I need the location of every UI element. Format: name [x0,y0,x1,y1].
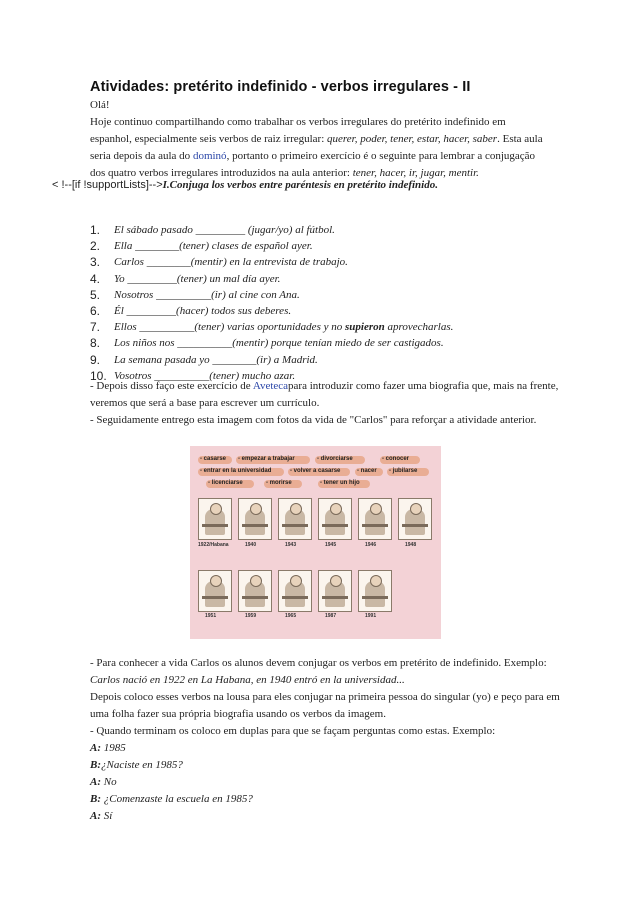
illustration-panel [318,570,352,612]
illustration-panel [198,570,232,612]
verb-label: - nacer [357,468,377,474]
aveteca-link[interactable]: Aveteca [252,380,289,392]
intro-paragraph [90,114,550,182]
pairs-paragraph: - Quando terminam os coloco em duplas para que se façam perguntas como estas. Exemplo: [90,725,496,737]
verb-label: - morirse [266,480,292,486]
aveteca-paragraph [90,378,560,412]
year-label: 1951 [205,613,217,619]
intro-verbs-2: tener, hacer, ir, jugar, mentir. [352,167,479,179]
item-number: 2. [90,239,101,254]
year-label: 1946 [365,542,377,548]
list-item [90,352,453,368]
verb-label: - empezar a trabajar [238,456,295,462]
item-number: 10. [90,368,107,383]
year-label: 1940 [245,542,257,548]
item-text-a: Ellos __________(tener) varias oportunidades y no [114,321,345,334]
speaker: B: [90,793,101,805]
intro-text-a: Hoje continuo compartilhando como trabalhar os verbos irregulares do pretérito indefinido em espanhol, especialmente seis verbos de raiz irregular: [90,116,506,145]
dialog-text: Sí [101,810,113,822]
verb-label: - jubilarse [389,468,418,474]
dialog-line [90,740,560,757]
list-item [90,222,453,238]
year-label: 1965 [285,613,297,619]
item-text: Yo _________(tener) un mal día ayer. [114,272,281,285]
list-item [90,238,453,254]
list-item [90,271,453,287]
bottom-text [90,655,560,825]
item-text-bold: supieron [344,321,385,334]
after-list-text [90,378,560,429]
year-label: 1922/Habana [198,542,229,548]
year-label: 1991 [365,613,377,619]
greeting: Olá! [90,99,110,111]
illustration-panel [278,498,312,540]
year-label: 1959 [245,613,257,619]
verb-label: - conocer [382,456,410,462]
dialog-line [90,774,560,791]
verb-label: - divorciarse [317,456,353,462]
dialog-text: No [101,776,117,788]
verb-label: - casarse [200,456,227,462]
item-number: 1. [90,223,101,238]
list-item [90,287,453,303]
verb-label: - entrar en la universidad [200,468,272,474]
item-text [114,321,453,333]
illustration-panel [358,570,392,612]
verb-label: - volver a casarse [290,468,341,474]
example-paragraph [90,655,560,689]
year-label: 1943 [285,542,297,548]
item-number: 3. [90,255,101,270]
item-number: 6. [90,304,101,319]
intro-text-b: . Esta aula seria depois da aula do [90,133,543,162]
illustration-panel [198,498,232,540]
speaker: A: [90,742,101,754]
item-number: 9. [90,352,101,367]
speaker: A: [90,776,101,788]
item-text: Vosotros __________(tener) mucho azar. [114,369,296,382]
dialog-line [90,808,560,825]
speaker: B: [90,759,101,771]
example-sentence: Carlos nació en 1922 en La Habana, en 1940 entró en la universidad... [90,674,405,686]
conditional-comment: < !--[if !supportLists]--> [52,179,163,191]
board-paragraph: Depois coloco esses verbos na lousa para eles conjugar na primeira pessoa do singular (yo) e peço para em uma folha fazer sua própria biografia usando os verbos da imagem. [90,691,560,720]
carlos-life-image [190,446,441,639]
domino-link[interactable]: dominó [192,150,227,162]
dialog-line [90,757,560,774]
after-text-a: - Depois disso faço este exercício de [90,380,253,392]
item-number: 7. [90,320,101,335]
list-item [90,319,453,335]
intro-verbs: querer, poder, tener, estar, hacer, saber [327,133,498,145]
year-label: 1948 [405,542,417,548]
dialog-text: 1985 [101,742,126,754]
item-text: La semana pasada yo ________(ir) a Madrid. [114,353,318,366]
intro-text-c: , portanto o primeiro exercício é o seguinte para lembrar a conjugação dos quatro verbos irregulares introduzidos na aula anterior: [90,150,536,179]
year-label: 1945 [325,542,337,548]
item-number: 8. [90,336,101,351]
item-text: Carlos ________(mentir) en la entrevista de trabajo. [114,256,348,269]
year-label: 1987 [325,613,337,619]
image-intro-paragraph: - Seguidamente entrego esta imagem com fotos da vida de "Carlos" para reforçar a atividade anterior. [90,414,537,426]
item-text-b: aprovecharlas. [384,321,454,334]
exercise-list [90,222,453,384]
illustration-panel [398,498,432,540]
verb-label: - tener un hijo [320,480,360,486]
list-item [90,254,453,270]
list-item [90,335,453,351]
item-number: 5. [90,287,101,302]
illustration-panel [278,570,312,612]
dialog-text: ¿Naciste en 1985? [101,759,183,771]
page-title: Atividades: pretérito indefinido - verbos irregulares - II [90,79,471,95]
item-text: Ella ________(tener) clases de español ayer. [114,240,313,253]
bottom-text-a: - Para conhecer a vida Carlos os alunos devem conjugar os verbos em pretérito de indefinido. Exemplo: [90,657,547,669]
item-text: Los niños nos __________(mentir) porque tenían miedo de ser castigados. [114,337,444,350]
speaker: A: [90,810,101,822]
intro-text [90,97,550,182]
illustration-panel [238,570,272,612]
verb-label: - licenciarse [208,480,243,486]
illustration-panel [358,498,392,540]
illustration-panel [318,498,352,540]
dialog-line [90,791,560,808]
after-text-b: para introduzir como fazer uma biografia que, mais na frente, veremos que será a base para escrever um currículo. [90,380,559,409]
item-text: Nosotros __________(ir) al cine con Ana. [114,288,300,301]
item-text: El sábado pasado _________ (jugar/yo) al fútbol. [114,224,335,237]
dialog-text: ¿Comenzaste la escuela en 1985? [101,793,253,805]
list-item [90,303,453,319]
item-text: Él _________(hacer) todos sus deberes. [114,305,292,318]
exercise-instruction: I.Conjuga los verbos entre paréntesis en pretérito indefinido. [162,179,438,191]
item-number: 4. [90,271,101,286]
exercise-heading [52,179,438,191]
illustration-panel [238,498,272,540]
